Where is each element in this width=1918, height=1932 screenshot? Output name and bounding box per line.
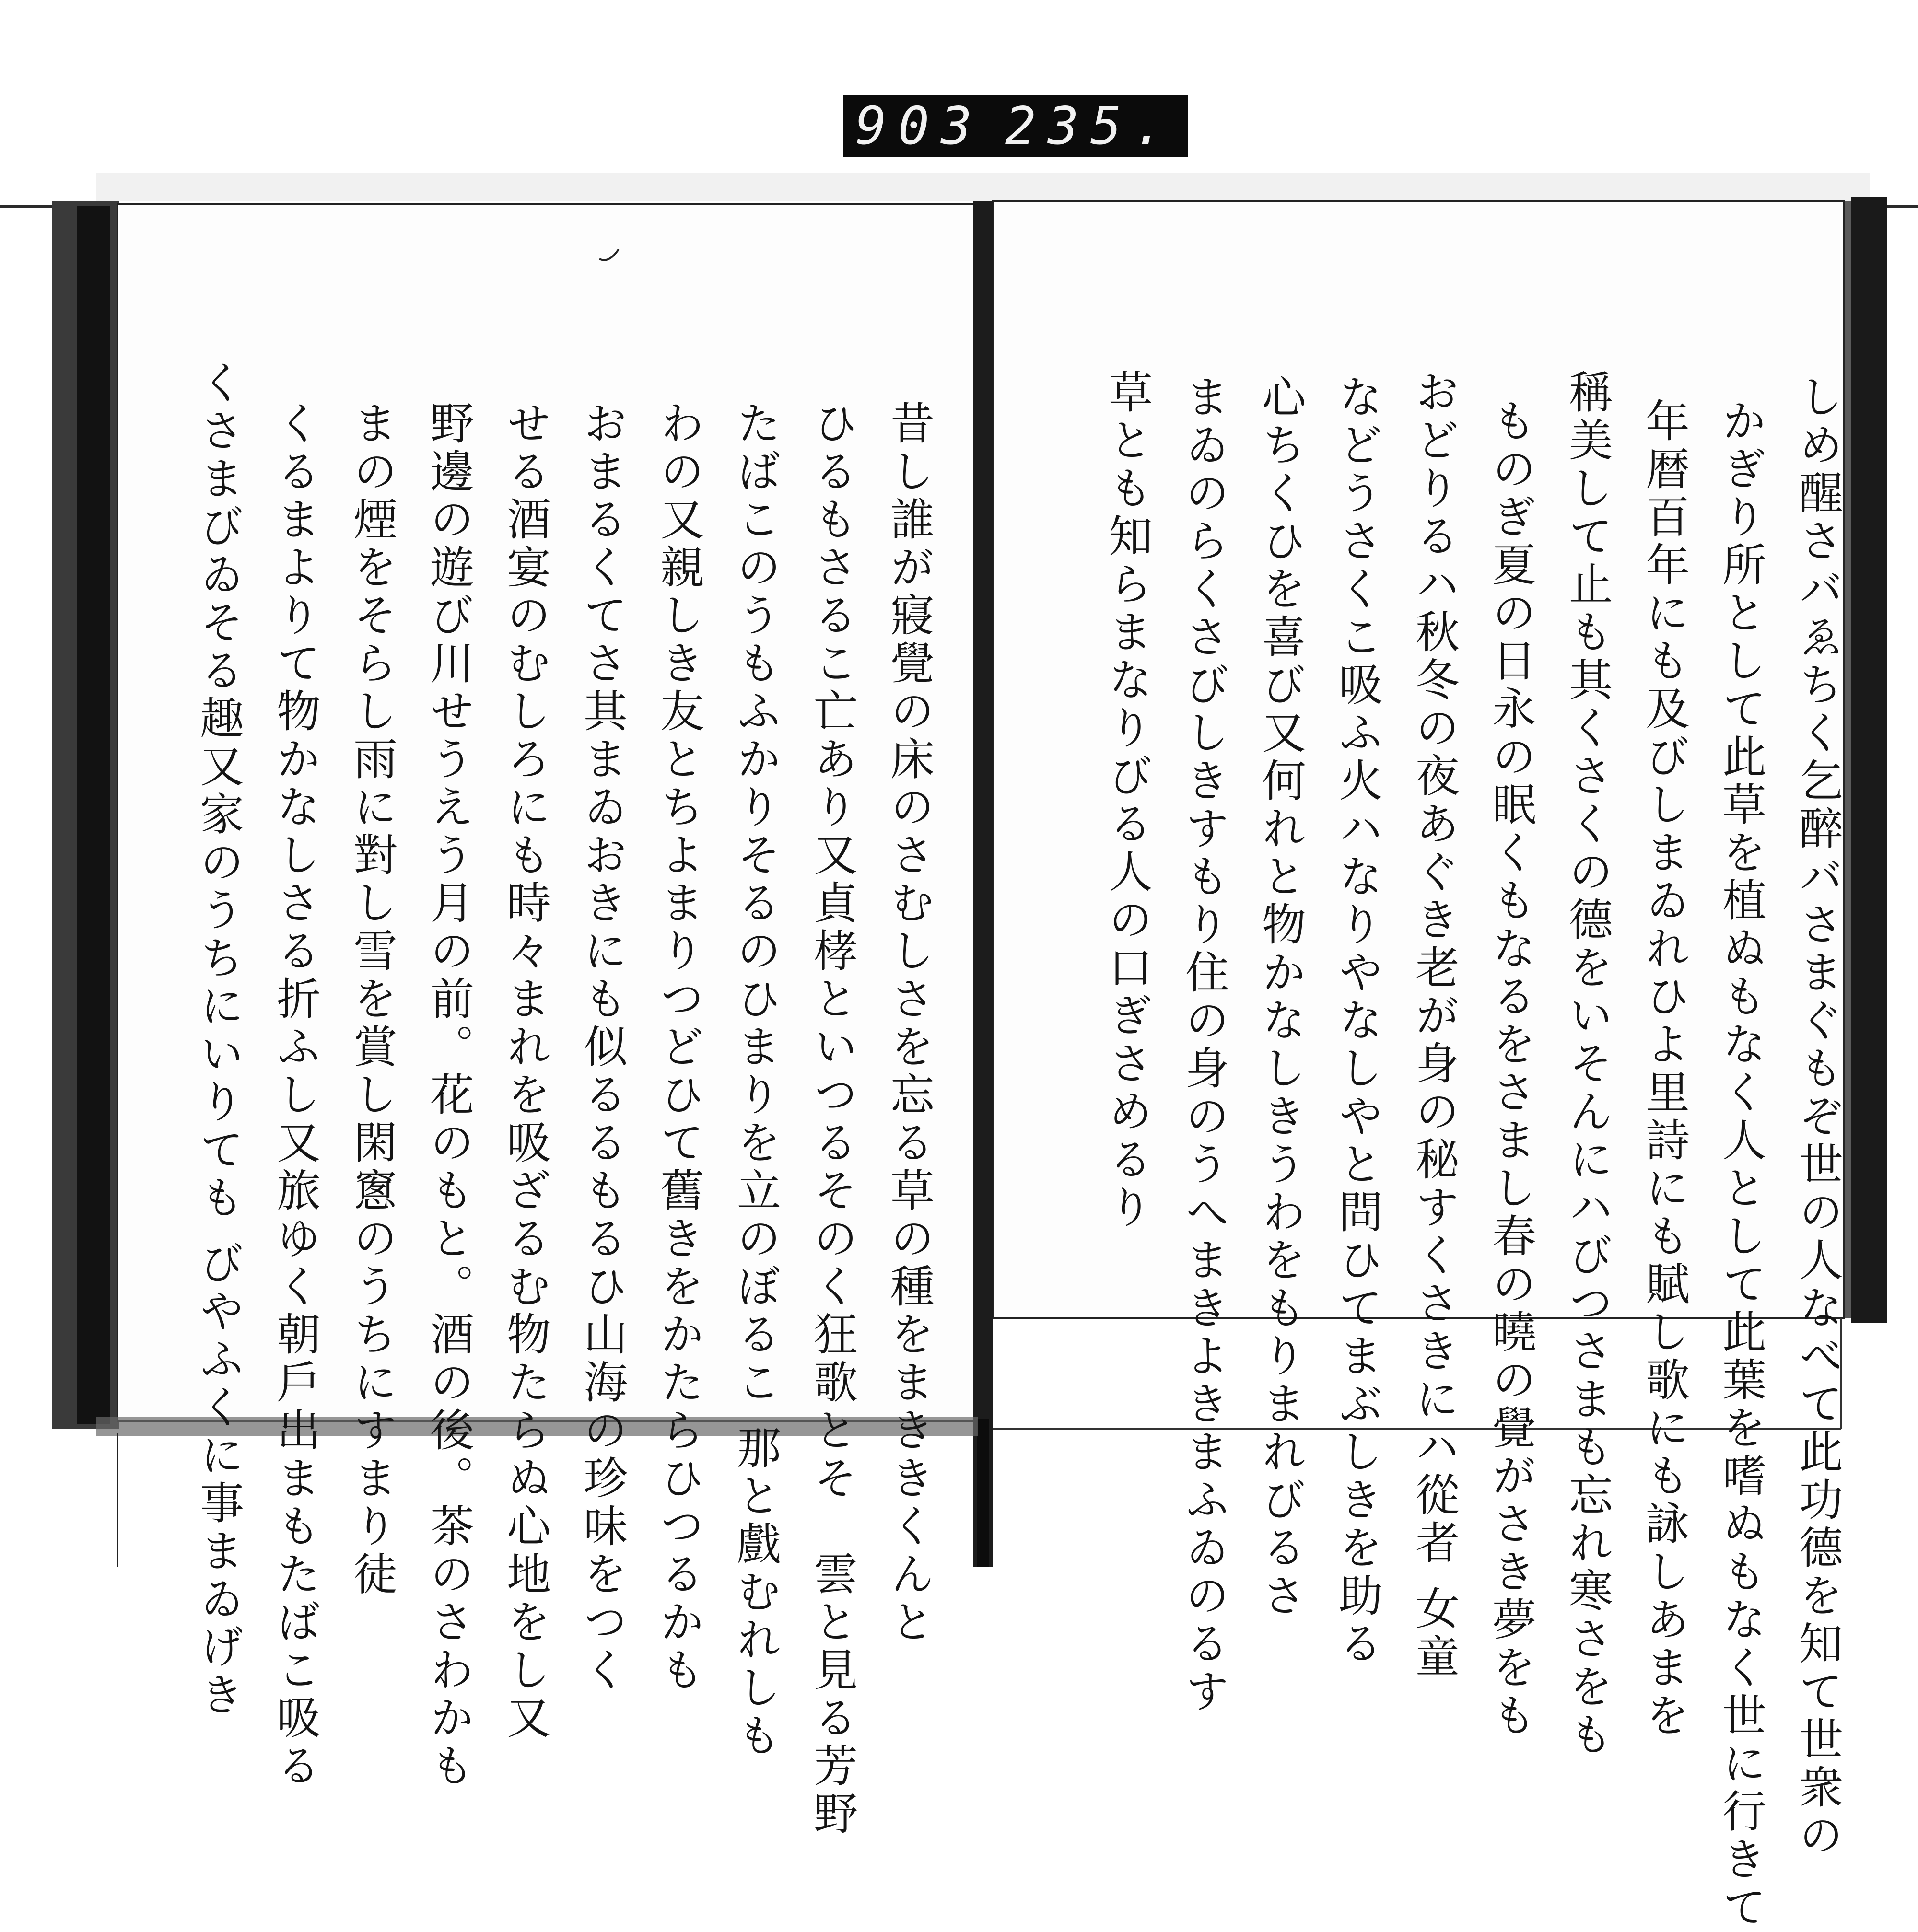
text-column: おまるくてさ其まゐおきにも似るるもるひ山海の珍味をつく <box>576 400 628 1695</box>
text-column: たばこのうもふかりそるのひまりを立のぼるこ 那と戲むれしも <box>730 400 781 1761</box>
text-column: ものぎ夏の日永の眠くもなるをさまし春の曉の覺がさき夢をも <box>1485 398 1536 1740</box>
text-column: ひるもさるこ亡あり又貞㭳といつるそのく狂歌とそ 雲と見る芳野 <box>807 400 858 1839</box>
right-page <box>1000 197 1858 1932</box>
text-column: まの煙をそらし雨に對し雪を賞し閑窻のうちにすまり徒 <box>346 400 398 1599</box>
text-column: 心ちくひを喜び又何れと物かなしきうわをもりまれびるさ <box>1255 374 1306 1620</box>
text-column: 稱美して止も其くさくの德をいそんにハびつさまも忘れ寒さをも <box>1562 369 1613 1759</box>
text-column: しめ醒さバゑちく乞醉バさまぐもぞ世の人なべて此功德を知て世衆の <box>1792 374 1843 1860</box>
text-column: おどりるハ秋冬の夜あぐき老が身の秘すくさきにハ從者 女童 <box>1408 369 1460 1682</box>
text-column: 野邊の遊び川せうえう月の前。花のもと。酒の後。茶のさわかも <box>423 400 474 1791</box>
text-column: くさまびゐそる趣又家のうちにいりても びやふくに事まゐげき <box>193 360 244 1720</box>
text-column: かぎり所として此草を植ぬもなく人として此葉を嗜ぬもなく世に行きて <box>1715 398 1766 1932</box>
text-column: せる酒宴のむしろにも時々まれを吸ざるむ物たらぬ心地をし又 <box>500 400 551 1743</box>
text-column: くるまよりて物かなしさる折ふし又旅ゆく朝戶出まもたばこ吸る <box>269 400 321 1791</box>
text-column: まゐのらくさびしきすもり住の身のうへまきよきまふゐのるす <box>1178 374 1229 1716</box>
text-column: 草とも知らまなりびる人の口ぎさめるり <box>1101 369 1153 1232</box>
text-column: 昔し誰が寢覺の床のさむしさを忘る草の種をまききくんと <box>883 400 935 1647</box>
call-number-label <box>843 95 1188 157</box>
book-gutter <box>973 201 993 1567</box>
call-number-left: 903 <box>855 96 984 156</box>
text-column: 年暦百年にも及びしまゐれひよ里詩にも賦し歌にも詠しあまを <box>1638 398 1690 1740</box>
call-number-right: 235. <box>1005 96 1176 156</box>
left-page <box>110 197 973 1839</box>
text-column: などうさくこ吸ふ火ハなりやなしやと問ひてまぶしきを助る <box>1332 374 1383 1668</box>
text-column: わの又親しき友とちよまりつどひて舊きをかたらひつるかも <box>653 400 704 1695</box>
